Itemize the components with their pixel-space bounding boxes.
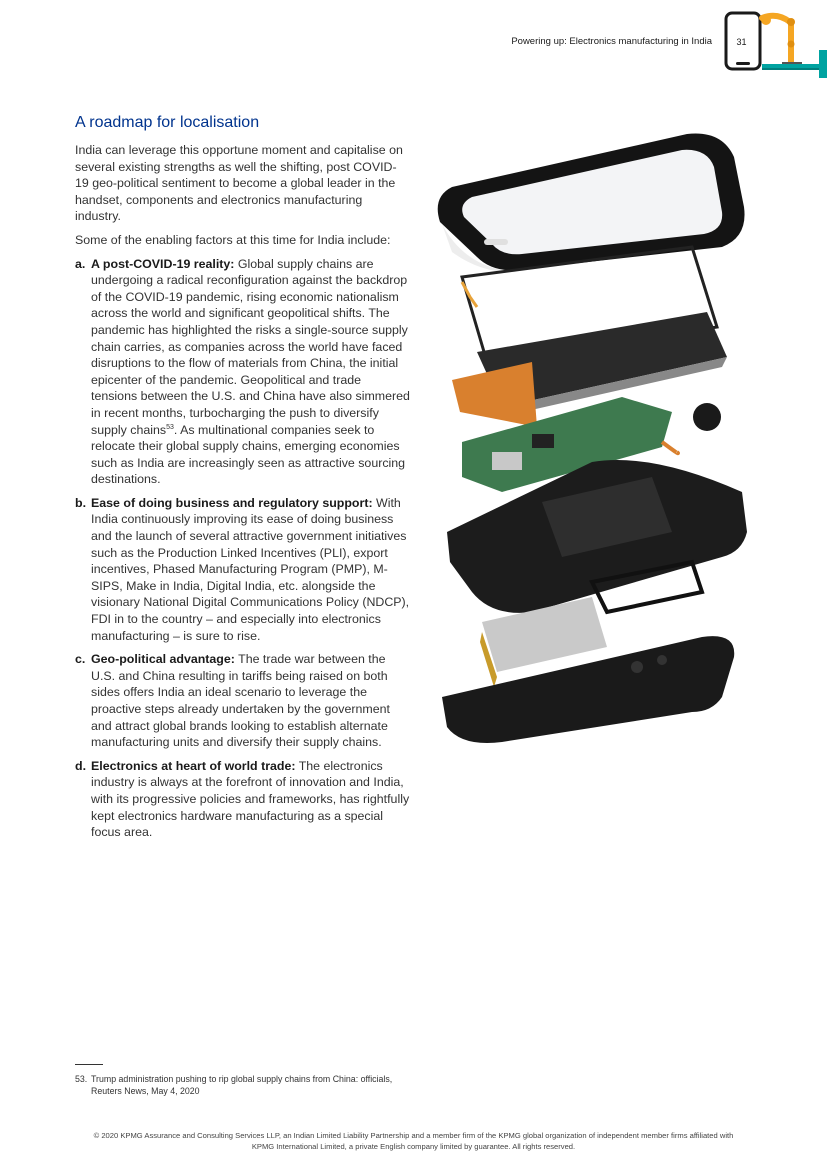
copyright-line-1: © 2020 KPMG Assurance and Consulting Services LLP, an Indian Limited Liability Partnership and a member firm of the KPMG global organization of independent member firms affiliated with — [93, 1131, 734, 1140]
factor-heading: A post-COVID-19 reality: — [91, 256, 235, 271]
footnote-divider — [75, 1064, 103, 1065]
factor-heading: Ease of doing business and regulatory support: — [91, 495, 373, 510]
factor-item-electronics-trade — [75, 758, 410, 841]
footnote-text-1: Trump administration pushing to rip global supply chains from China: officials, — [91, 1074, 393, 1084]
page-number: 31 — [736, 37, 747, 47]
factor-body-continued: . As multinational companies seek to relocate their global supply chains, emerging economies such as India are increasingly seen as attractive sourcing destinations. — [91, 422, 406, 487]
header-title: Powering up: Electronics manufacturing in India — [511, 36, 712, 47]
section-title: A roadmap for localisation — [75, 114, 260, 131]
factor-text — [91, 758, 410, 841]
factor-heading: Geo-political advantage: — [91, 652, 235, 667]
footnote-text-2: Reuters News, May 4, 2020 — [91, 1086, 200, 1096]
factor-heading: Electronics at heart of world trade: — [91, 758, 296, 773]
factor-item-ease-of-business — [75, 495, 410, 644]
factor-letter: b. — [75, 495, 87, 510]
factor-body: Global supply chains are undergoing a radical reconfiguration against the backdrop of the COVID-19 pandemic, rising economic nationalism across the world and significant geopolitical shifts. The pandemic has highlighted the risks a single-source supply chain carries, as companies across the world have faced disruptions to the flow of materials from China, the initial epicenter of the pandemic. Geopolitical and trade tensions between the U.S. and China have also simmered in recent months, turbocharging the push to diversify supply chains — [91, 256, 410, 437]
intro-paragraph-2: Some of the enabling factors at this time for India include: — [75, 232, 391, 247]
factor-item-post-covid — [75, 256, 410, 488]
factor-body: The trade war between the U.S. and China resulting in tariffs being raised on both sides offers India an ideal scenario to leverage the proactive steps already undertaken by the government and attract global brands looking to establish alternate manufacturing units and diversify their supply chains. — [91, 652, 390, 750]
copyright-notice — [40, 1130, 787, 1152]
factor-text — [91, 256, 410, 488]
footnote — [75, 1073, 495, 1097]
factor-body: With India continuously improving its ease of doing business and the launch of several attractive government initiatives such as the Production Linked Incentives (PLI), export incentives, Phased Manufacturing Program (PMP), M-SIPS, Make in India, Digital India, etc. alongside the visionary National Digital Communications Policy (NDCP), FDI in to the country – and especially into electronics manufacturing – is sure to rise. — [91, 495, 410, 643]
front-bezel-layer — [438, 133, 745, 272]
factor-letter: d. — [75, 758, 87, 773]
factor-item-geo-political — [75, 651, 410, 751]
factor-text — [91, 495, 410, 644]
footnote-number: 53. — [75, 1074, 88, 1084]
footnote-reference: 53 — [166, 423, 174, 431]
factor-body: The electronics industry is always at the forefront of innovation and India, with its progressive policies and frameworks, has rightfully kept electronics hardware manufacturing as a special focus area. — [91, 758, 410, 840]
copyright-line-2: KPMG International Limited, a private English company limited by guarantee. All rights reserved. — [251, 1142, 576, 1151]
footnote-line-1 — [75, 1073, 495, 1085]
factor-text — [91, 651, 410, 751]
exploded-smartphone-image — [422, 112, 752, 772]
factor-letter: c. — [75, 652, 86, 667]
factor-letter: a. — [75, 256, 86, 271]
intro-paragraph-1: India can leverage this opportune moment and capitalise on several existing strengths as well the shifting, post COVID-19 geo-political sentiment to become a global leader in the handset, components and electronics manufacturing industry. — [75, 143, 403, 224]
phone-robot-arm-illustration — [722, 10, 827, 82]
body-text — [75, 142, 410, 848]
